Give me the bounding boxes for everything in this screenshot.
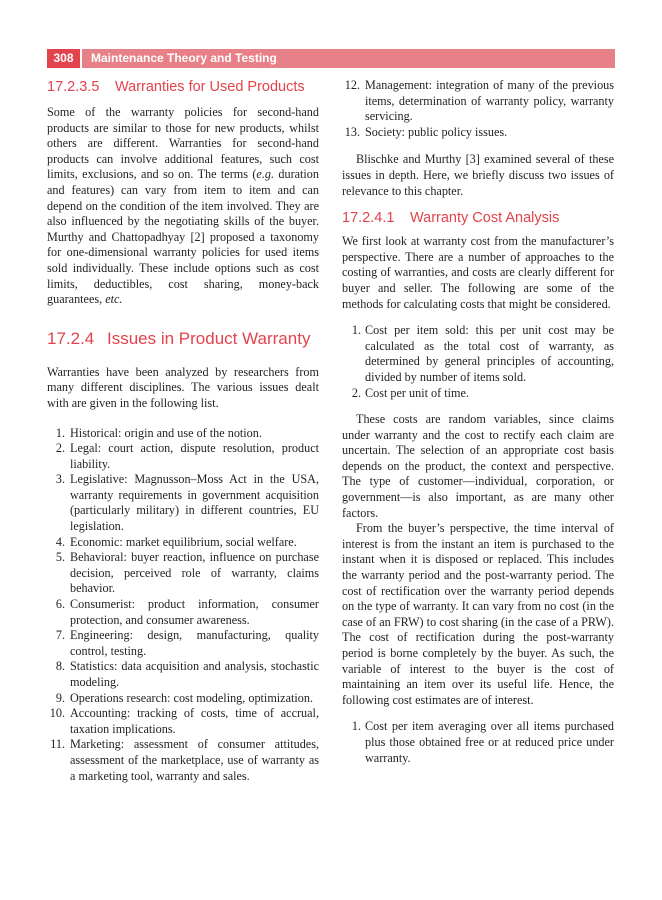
section-title: Warranty Cost Analysis [410, 210, 560, 227]
section-number: 17.2.3.5 [47, 79, 100, 95]
paragraph-blischke: Blischke and Murthy [3] examined several of these issues in depth. Here, we briefly discuss two issues of relevance to this chapter. [342, 152, 614, 198]
list-number: 1. [55, 425, 65, 440]
issues-list [47, 426, 319, 785]
list-text: Historical: origin and use of the notion. [70, 425, 262, 440]
list-item [47, 535, 319, 551]
running-title: Maintenance Theory and Testing [82, 49, 615, 68]
list-item [347, 719, 614, 766]
list-text: Society: public policy issues. [365, 124, 508, 139]
list-number: 12. [344, 78, 360, 92]
list-item [47, 737, 319, 784]
list-number: 3. [55, 472, 65, 487]
list-text: Operations research: cost modeling, optimization. [70, 690, 314, 705]
list-item [47, 550, 319, 597]
buyer-cost-list [347, 719, 614, 766]
list-number: 4. [55, 534, 65, 549]
list-text: Accounting: tracking of costs, time of accrual, taxation implications. [70, 706, 319, 736]
list-text: Legislative: Magnusson–Moss Act in the USA, warranty requirements in government acquisition (particularly military) in different countries, EU legislation. [70, 472, 319, 534]
list-text: Cost per item averaging over all items purchased plus those obtained free or at reduced price under warranty. [365, 719, 614, 765]
list-text: Marketing: assessment of consumer attitudes, assessment of the marketplace, use of warranty as a marketing tool, warranty and sales. [70, 737, 319, 783]
list-item [47, 472, 319, 534]
running-header [47, 49, 615, 68]
list-text: Engineering: design, manufacturing, quality control, testing. [70, 628, 319, 658]
left-column [47, 78, 319, 784]
list-number: 11. [50, 737, 65, 752]
list-item [47, 659, 319, 690]
list-text: Behavioral: buyer reaction, influence on purchase decision, perceived role of warranty, claims behavior. [70, 550, 319, 596]
list-item [342, 78, 614, 125]
list-text: Economic: market equilibrium, social welfare. [70, 534, 297, 549]
list-item [347, 386, 614, 402]
list-number: 2. [55, 441, 65, 456]
list-number: 1. [351, 323, 361, 338]
list-item [47, 628, 319, 659]
list-number: 10. [49, 706, 65, 721]
section-heading-17-2-4 [47, 329, 319, 349]
page-number: 308 [47, 49, 80, 68]
list-number: 13. [344, 124, 360, 139]
paragraph-buyer-perspective: From the buyer’s perspective, the time interval of interest is from the instant an item is purchased to the instant when it is disposed or replaced. This includes the warranty period and the post-warranty period. The cost of rectification over the warranty period depends on the type of warranty. It can vary from no cost (in the case of an FRW) to cost sharing (in the case of a PRW). The cost of rectification during the post-warranty period is borne completely by the buyer. As such, the variable of interest to the buyer is the cost of maintaining an item over its useful life. Hence, the following cost estimates are of interest. [342, 521, 614, 707]
paragraph-random-variables: These costs are random variables, since claims under warranty and the cost to rectify each claim are uncertain. The selection of an appropriate cost basis depends on the product, the context and perspective. The type of customer—individual, corporation, or government—is also important, as are many other factors. [342, 412, 614, 520]
list-number: 8. [55, 659, 65, 674]
list-text: Legal: court action, dispute resolution, product liability. [70, 441, 319, 471]
paragraph-issues-intro: Warranties have been analyzed by researchers from many different disciplines. The various issues dealt with are given in the following list. [47, 364, 319, 410]
section-heading-17-2-4-1 [342, 209, 614, 227]
list-item [47, 441, 319, 472]
section-number: 17.2.4 [47, 328, 95, 348]
section-heading-17-2-3-5 [47, 78, 319, 96]
list-text: Management: integration of many of the previous items, determination of warranty policy, warranty servicing. [365, 78, 614, 124]
paragraph-used-products [47, 105, 319, 308]
list-item [347, 323, 614, 385]
section-title: Issues in Product Warranty [107, 328, 311, 348]
list-number: 9. [55, 690, 65, 705]
list-item [342, 125, 614, 141]
text-run: duration and features) can vary from item to item and can depend on the condition of the item involved. They are also influenced by the negotiating skills of the buyer. Murthy and Chattopadhyay [2] proposed a taxonomy for one-dimensional warranty policies for used items sold individually. These include options such as cost limits, deductibles, cost sharing, money-back guarantees, [47, 167, 319, 307]
paragraph-cost-analysis: We first look at warranty cost from the manufacturer’s perspective. There are a number of approaches to the costing of warranties, and costs are clearly different for buyer and seller. The following are some of the methods for calculating costs that might be considered. [342, 234, 614, 311]
list-item [47, 597, 319, 628]
right-column [342, 78, 614, 766]
list-text: Cost per item sold: this per unit cost may be calculated as the total cost of warranty, as determined by general principles of accounting, divided by number of items sold. [365, 323, 614, 384]
list-number: 6. [55, 597, 65, 612]
text-run: Some of the warranty policies for second-hand products are similar to those for new products, whilst others are different. Warranties for second-hand products can involve additional features, such cost limits, exclusions, and so on. The terms ( [47, 105, 319, 182]
list-number: 7. [55, 628, 65, 643]
issues-list-continued [342, 78, 614, 140]
list-item [47, 426, 319, 442]
text-run-italic: e.g. [256, 167, 275, 182]
list-number: 1. [351, 719, 361, 734]
section-number: 17.2.4.1 [342, 210, 395, 227]
list-number: 5. [55, 550, 65, 565]
list-item [47, 691, 319, 707]
list-item [47, 706, 319, 737]
list-text: Statistics: data acquisition and analysis, stochastic modeling. [70, 659, 319, 689]
list-text: Consumerist: product information, consumer protection, and consumer awareness. [70, 597, 319, 627]
text-run-italic: etc. [105, 292, 123, 307]
section-title: Warranties for Used Products [115, 79, 305, 95]
list-text: Cost per unit of time. [365, 385, 469, 400]
cost-methods-list [347, 323, 614, 401]
list-number: 2. [351, 385, 361, 400]
